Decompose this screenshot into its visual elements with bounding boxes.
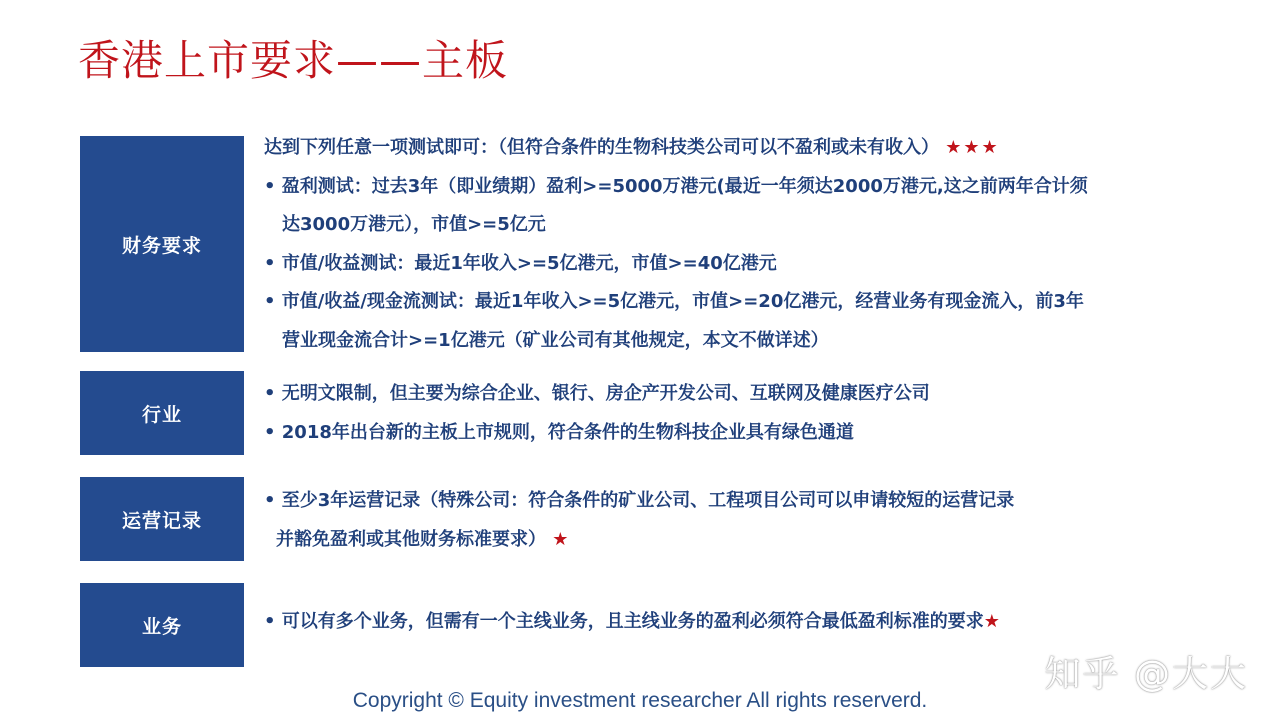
line-text: • 可以有多个业务，但需有一个主线业务，且主线业务的盈利必须符合最低盈利标准的要求	[264, 611, 984, 632]
section-label-text: 行业	[141, 403, 182, 426]
star-icon: ★★★	[945, 137, 1000, 158]
section-label-text: 业务	[141, 615, 182, 638]
line-text: • 市值/收益测试：最近1年收入>=5亿港元，市值>=40亿港元	[264, 252, 777, 274]
content-line	[264, 603, 1224, 642]
content-line	[264, 245, 1224, 284]
page-title: 香港上市要求——主板	[78, 36, 509, 85]
line-text: 并豁免盈利或其他财务标准要求）	[276, 528, 546, 550]
line-text: • 2018年出台新的主板上市规则，符合条件的生物科技企业具有绿色通道	[264, 421, 854, 443]
content-line	[264, 206, 1224, 245]
section-label-text: 运营记录	[121, 509, 202, 532]
section-label-text: 财务要求	[121, 234, 202, 257]
section-label-operating-record	[80, 477, 244, 561]
content-line	[264, 129, 1224, 168]
line-text: • 至少3年运营记录（特殊公司：符合条件的矿业公司、工程项目公司可以申请较短的运营记录	[264, 490, 1015, 511]
section-content-financial	[264, 129, 1224, 360]
section-label-industry	[80, 371, 244, 455]
content-line	[264, 521, 1224, 560]
line-text: 营业现金流合计>=1亿港元（矿业公司有其他规定，本文不做详述）	[282, 329, 829, 351]
content-line	[264, 414, 1224, 453]
content-line	[264, 283, 1224, 322]
line-text: • 盈利测试：过去3年（即业绩期）盈利>=5000万港元(最近一年须达2000万港元,这之前两年合计须	[264, 175, 1088, 197]
watermark: 知乎 @大大	[1044, 654, 1248, 695]
section-label-financial	[80, 136, 244, 352]
section-content-industry	[264, 375, 1224, 452]
line-text: 达3000万港元），市值>=5亿元	[282, 214, 546, 235]
content-line	[264, 322, 1224, 361]
star-icon: ★	[983, 611, 1002, 632]
star-icon: ★	[552, 528, 571, 550]
content-line	[264, 168, 1224, 207]
content-line	[264, 375, 1224, 414]
line-text: • 市值/收益/现金流测试：最近1年收入>=5亿港元，市值>=20亿港元，经营业务有现金流入，前3年	[264, 291, 1084, 312]
content-line	[264, 482, 1224, 521]
line-text: 达到下列任意一项测试即可：（但符合条件的生物科技类公司可以不盈利或未有收入）	[264, 137, 939, 158]
section-content-operating-record	[264, 482, 1224, 559]
section-label-business	[80, 583, 244, 667]
line-text: • 无明文限制，但主要为综合企业、银行、房企产开发公司、互联网及健康医疗公司	[264, 383, 930, 404]
section-content-business	[264, 603, 1224, 642]
copyright-footer: Copyright © Equity investment researcher All rights reserverd.	[352, 689, 928, 712]
